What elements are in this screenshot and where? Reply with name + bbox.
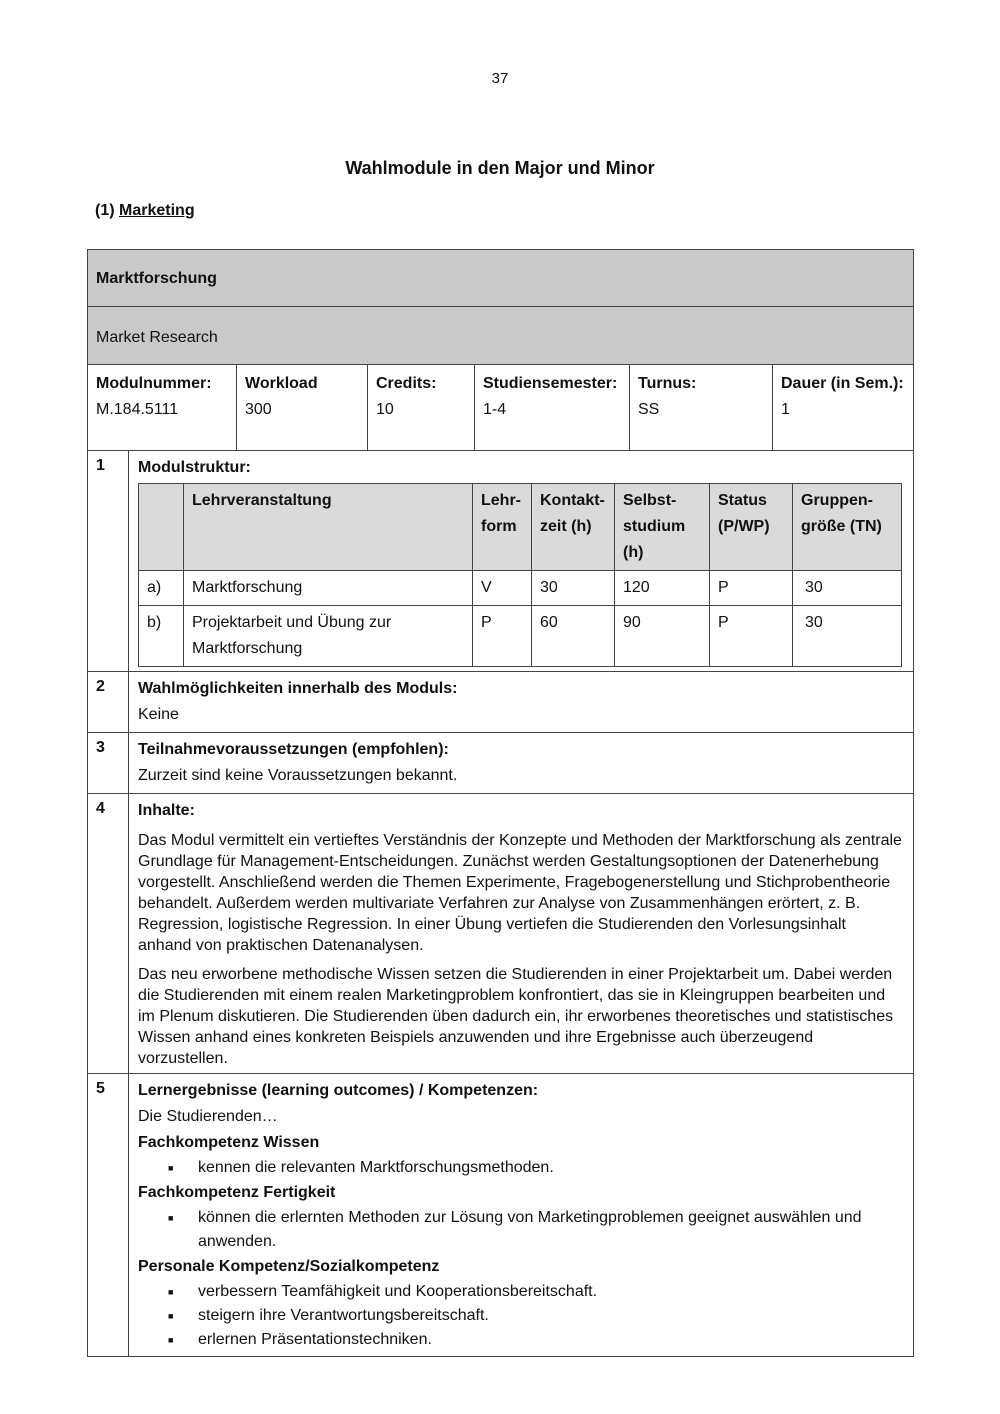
subheading-fertigkeit: Fachkompetenz Fertigkeit bbox=[138, 1184, 336, 1201]
meta-label: Dauer (in Sem.): bbox=[781, 375, 904, 392]
row-kontakt: 30 bbox=[532, 571, 615, 606]
list-item: ■ verbessern Teamfähigkeit und Kooperationsbereitschaft. bbox=[138, 1280, 903, 1304]
section-prefix: (1) bbox=[95, 202, 115, 219]
section-wahlmoeglichkeiten bbox=[88, 672, 913, 733]
module-title-de: Marktforschung bbox=[88, 250, 913, 307]
meta-value: 1 bbox=[781, 401, 790, 418]
list-item: ■ kennen die relevanten Marktforschungsmethoden. bbox=[138, 1156, 903, 1180]
table-row bbox=[139, 606, 902, 667]
header-kontaktzeit: Kontakt- zeit (h) bbox=[532, 484, 615, 571]
module-table bbox=[87, 249, 914, 1357]
row-status: P bbox=[710, 571, 793, 606]
module-structure-table bbox=[138, 483, 902, 667]
meta-label: Modulnummer: bbox=[96, 375, 212, 392]
section-teilnahmevoraussetzungen bbox=[88, 733, 913, 794]
section-heading-text: Lernergebnisse (learning outcomes) / Kompetenzen: bbox=[138, 1082, 539, 1099]
page-title: Wahlmodule in den Major und Minor bbox=[345, 158, 655, 178]
structure-header-row bbox=[139, 484, 902, 571]
section-heading-text: Wahlmöglichkeiten innerhalb des Moduls: bbox=[138, 680, 458, 697]
list-personal bbox=[138, 1280, 903, 1352]
section-number: 5 bbox=[88, 1074, 129, 1356]
content-paragraph: Das neu erworbene methodische Wissen setzen die Studierenden in einer Projektarbeit um. Dabei werden die Studierenden mit einem realen Marketingproblem konfrontiert, das sie in Kleingruppen bearbeiten und im Plenum diskutieren. Die Studierenden üben dadurch ein, ihr erworbenes theoretisches und statistisches Wissen anhand eines konkreten Beispiels anzuwenden und ihre Ergebnisse auch überzeugend vorzustellen. bbox=[138, 966, 894, 1067]
row-id: b) bbox=[139, 606, 184, 667]
meta-studiensemester bbox=[475, 365, 630, 450]
section-name: Marketing bbox=[119, 202, 195, 219]
section-heading-text: Teilnahmevoraussetzungen (empfohlen): bbox=[138, 741, 449, 758]
header-gruppengroesse: Gruppen- größe (TN) bbox=[793, 484, 902, 571]
row-status: P bbox=[710, 606, 793, 667]
list-item: ■ erlernen Präsentationstechniken. bbox=[138, 1328, 903, 1352]
row-form: V bbox=[473, 571, 532, 606]
header-status: Status (P/WP) bbox=[710, 484, 793, 571]
meta-value: 300 bbox=[245, 401, 272, 418]
section-lernergebnisse bbox=[88, 1074, 913, 1356]
module-title-en: Market Research bbox=[88, 307, 913, 365]
section-heading-text: Modulstruktur: bbox=[138, 459, 251, 476]
table-row bbox=[139, 571, 902, 606]
module-meta-row bbox=[88, 365, 913, 451]
meta-modulnummer bbox=[88, 365, 237, 450]
meta-credits bbox=[368, 365, 475, 450]
section-number: 1 bbox=[88, 451, 129, 671]
row-gruppe: 30 bbox=[793, 571, 902, 606]
section-heading-text: Inhalte: bbox=[138, 802, 195, 819]
section-inhalte bbox=[88, 794, 913, 1074]
list-item: ■ können die erlernten Methoden zur Lösung von Marketingproblemen geeignet auswählen und anwenden. bbox=[138, 1206, 903, 1254]
section-text: Zurzeit sind keine Voraussetzungen bekannt. bbox=[138, 767, 458, 784]
row-id: a) bbox=[139, 571, 184, 606]
row-name: Projektarbeit und Übung zur Marktforschung bbox=[184, 606, 473, 667]
row-kontakt: 60 bbox=[532, 606, 615, 667]
section-intro: Die Studierenden… bbox=[138, 1108, 278, 1125]
row-gruppe: 30 bbox=[793, 606, 902, 667]
meta-label: Studiensemester: bbox=[483, 375, 618, 392]
page-number: 37 bbox=[491, 70, 509, 87]
row-form: P bbox=[473, 606, 532, 667]
section-text: Keine bbox=[138, 706, 179, 723]
row-selbst: 120 bbox=[615, 571, 710, 606]
meta-value: SS bbox=[638, 401, 660, 418]
meta-label: Credits: bbox=[376, 375, 437, 392]
section-heading bbox=[95, 202, 195, 220]
section-modulstruktur bbox=[88, 451, 913, 672]
header-lehrform: Lehr- form bbox=[473, 484, 532, 571]
meta-value: 1-4 bbox=[483, 401, 507, 418]
header-empty bbox=[139, 484, 184, 571]
section-number: 3 bbox=[88, 733, 129, 793]
section-number: 2 bbox=[88, 672, 129, 732]
list-fertigkeit bbox=[138, 1206, 903, 1254]
row-name: Marktforschung bbox=[184, 571, 473, 606]
list-wissen bbox=[138, 1156, 903, 1180]
meta-label: Workload bbox=[245, 375, 318, 392]
header-selbststudium: Selbst- studium (h) bbox=[615, 484, 710, 571]
meta-label: Turnus: bbox=[638, 375, 697, 392]
section-number: 4 bbox=[88, 794, 129, 1073]
meta-dauer bbox=[773, 365, 913, 450]
meta-turnus bbox=[630, 365, 773, 450]
list-item: ■ steigern ihre Verantwortungsbereitschaft. bbox=[138, 1304, 903, 1328]
header-lehrveranstaltung: Lehrveranstaltung bbox=[184, 484, 473, 571]
meta-value: M.184.5111 bbox=[96, 401, 179, 418]
meta-value: 10 bbox=[376, 401, 394, 418]
subheading-wissen: Fachkompetenz Wissen bbox=[138, 1134, 320, 1151]
row-selbst: 90 bbox=[615, 606, 710, 667]
meta-workload bbox=[237, 365, 368, 450]
subheading-personal: Personale Kompetenz/Sozialkompetenz bbox=[138, 1258, 440, 1275]
content-paragraph: Das Modul vermittelt ein vertieftes Verständnis der Konzepte und Methoden der Marktforschung als zentrale Grundlage für Management-Entscheidungen. Zunächst werden Gestaltungsoptionen der Datenerhebung vorgestellt. Anschließend werden die Themen Experimente, Fragebogenerstellung und Stichprobentheorie behandelt. Außerdem werden multivariate Verfahren zur Analyse von Zusammenhängen erörtert, z. B. Regression, logistische Regression. In einer Übung vertiefen die Studierenden den Vorlesungsinhalt anhand von praktischen Datenanalysen. bbox=[138, 832, 902, 954]
